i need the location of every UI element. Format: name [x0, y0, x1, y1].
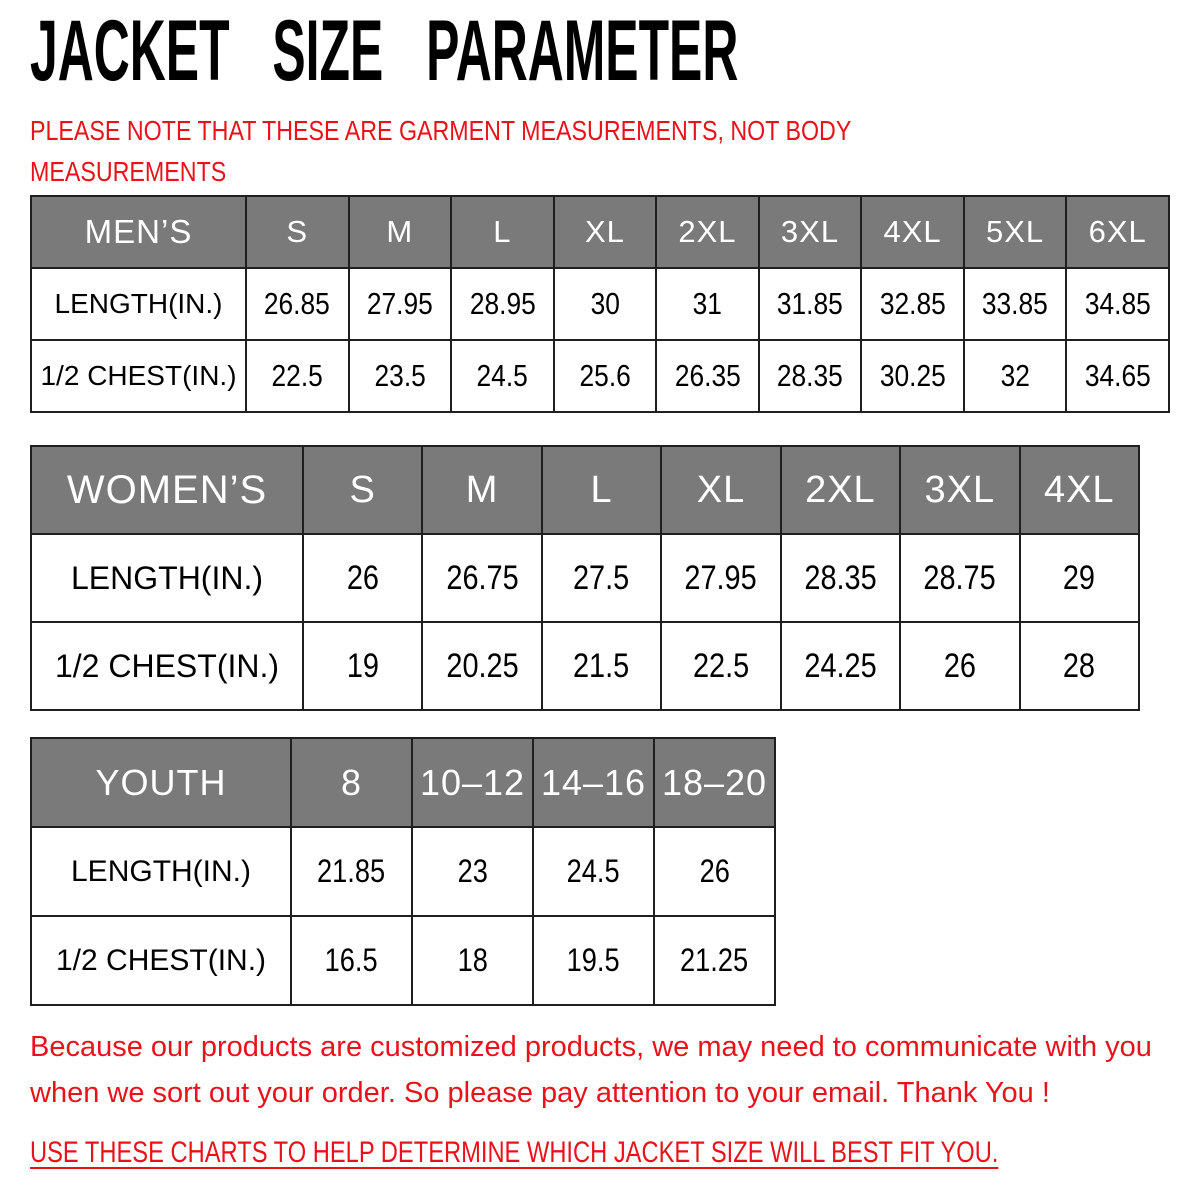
value-cell: 21.85	[291, 827, 412, 916]
customization-notice-line-1: Because our products are customized products, we may need to communicate with you	[30, 1031, 1152, 1063]
womens-size-table	[30, 445, 1140, 711]
value-cell: 26.75	[422, 534, 541, 622]
size-col-header: M	[422, 446, 541, 534]
size-col-header: L	[451, 196, 554, 268]
size-col-header: 14–16	[533, 738, 654, 827]
row-label-length: LENGTH(IN.)	[31, 534, 303, 622]
size-col-header: S	[246, 196, 349, 268]
size-col-header: 5XL	[964, 196, 1067, 268]
value-cell: 23.5	[349, 340, 452, 412]
size-col-header: 2XL	[781, 446, 900, 534]
value-cell: 26	[303, 534, 422, 622]
womens-length-row	[31, 534, 1139, 622]
value-cell: 25.6	[554, 340, 657, 412]
size-col-header: XL	[661, 446, 780, 534]
value-cell: 30.25	[861, 340, 964, 412]
value-cell: 34.65	[1066, 340, 1169, 412]
size-col-header: S	[303, 446, 422, 534]
value-cell: 27.5	[542, 534, 661, 622]
value-cell: 22.5	[246, 340, 349, 412]
note-line-1: PLEASE NOTE THAT THESE ARE GARMENT MEASUREMENTS, NOT BODY	[30, 115, 852, 146]
row-label-half-chest: 1/2 CHEST(IN.)	[31, 622, 303, 710]
size-col-header: 10–12	[412, 738, 533, 827]
size-col-header: 6XL	[1066, 196, 1169, 268]
page-title: JACKET SIZE PARAMETER	[30, 3, 739, 99]
value-cell: 21.25	[654, 916, 775, 1005]
size-col-header: 2XL	[656, 196, 759, 268]
value-cell: 24.25	[781, 622, 900, 710]
value-cell: 32	[964, 340, 1067, 412]
value-cell: 20.25	[422, 622, 541, 710]
mens-header-row	[31, 196, 1169, 268]
size-col-header: XL	[554, 196, 657, 268]
value-cell: 24.5	[533, 827, 654, 916]
value-cell: 22.5	[661, 622, 780, 710]
size-col-header: 4XL	[861, 196, 964, 268]
value-cell: 18	[412, 916, 533, 1005]
mens-half-chest-row	[31, 340, 1169, 412]
youth-header-row	[31, 738, 775, 827]
value-cell: 28.35	[759, 340, 862, 412]
mens-size-table	[30, 195, 1170, 413]
youth-table-title: YOUTH	[31, 738, 291, 827]
row-label-length: LENGTH(IN.)	[31, 268, 246, 340]
mens-table-title: MEN’S	[31, 196, 246, 268]
value-cell: 31.85	[759, 268, 862, 340]
chart-usage-note: USE THESE CHARTS TO HELP DETERMINE WHICH JACKET SIZE WILL BEST FIT YOU.	[30, 1136, 999, 1169]
value-cell: 26.35	[656, 340, 759, 412]
value-cell: 27.95	[349, 268, 452, 340]
size-col-header: M	[349, 196, 452, 268]
value-cell: 26.85	[246, 268, 349, 340]
value-cell: 26	[900, 622, 1019, 710]
value-cell: 33.85	[964, 268, 1067, 340]
note-line-2: MEASUREMENTS	[30, 156, 227, 187]
value-cell: 28.95	[451, 268, 554, 340]
value-cell: 16.5	[291, 916, 412, 1005]
youth-length-row	[31, 827, 775, 916]
size-col-header: 3XL	[900, 446, 1019, 534]
size-col-header: 8	[291, 738, 412, 827]
value-cell: 24.5	[451, 340, 554, 412]
row-label-half-chest: 1/2 CHEST(IN.)	[31, 916, 291, 1005]
youth-half-chest-row	[31, 916, 775, 1005]
youth-size-table	[30, 737, 776, 1006]
value-cell: 26	[654, 827, 775, 916]
womens-header-row	[31, 446, 1139, 534]
size-col-header: 4XL	[1020, 446, 1139, 534]
row-label-length: LENGTH(IN.)	[31, 827, 291, 916]
womens-table-title: WOMEN’S	[31, 446, 303, 534]
value-cell: 32.85	[861, 268, 964, 340]
value-cell: 29	[1020, 534, 1139, 622]
value-cell: 19.5	[533, 916, 654, 1005]
value-cell: 28	[1020, 622, 1139, 710]
value-cell: 28.75	[900, 534, 1019, 622]
size-col-header: L	[542, 446, 661, 534]
value-cell: 19	[303, 622, 422, 710]
value-cell: 31	[656, 268, 759, 340]
row-label-half-chest: 1/2 CHEST(IN.)	[31, 340, 246, 412]
customization-notice-line-2: when we sort out your order. So please pay attention to your email. Thank You !	[30, 1077, 1050, 1109]
customization-notice	[30, 1024, 1152, 1116]
value-cell: 30	[554, 268, 657, 340]
size-col-header: 3XL	[759, 196, 862, 268]
value-cell: 34.85	[1066, 268, 1169, 340]
value-cell: 23	[412, 827, 533, 916]
value-cell: 28.35	[781, 534, 900, 622]
mens-length-row	[31, 268, 1169, 340]
value-cell: 27.95	[661, 534, 780, 622]
size-col-header: 18–20	[654, 738, 775, 827]
garment-measurement-note	[30, 110, 1020, 192]
value-cell: 21.5	[542, 622, 661, 710]
womens-half-chest-row	[31, 622, 1139, 710]
